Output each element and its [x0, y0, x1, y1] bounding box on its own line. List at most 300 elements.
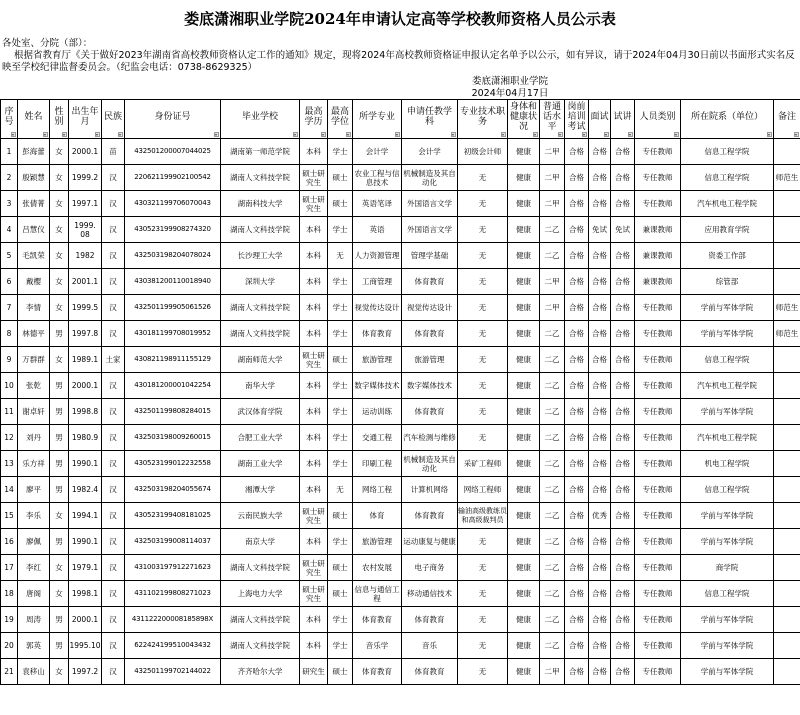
- column-header-label: 岗前培训考试: [567, 102, 586, 132]
- filter-dropdown-icon[interactable]: [628, 132, 633, 137]
- table-cell: 汉: [102, 659, 125, 685]
- table-cell: 本科: [300, 269, 328, 295]
- table-cell: 本科: [300, 451, 328, 477]
- filter-dropdown-icon[interactable]: [11, 132, 16, 137]
- table-row: [1, 347, 800, 373]
- table-cell: 健康: [508, 659, 540, 685]
- table-cell: 男: [50, 425, 69, 451]
- table-cell: 431122200008185898X: [125, 607, 221, 633]
- table-cell: 二乙: [540, 503, 565, 529]
- table-row: [1, 165, 800, 191]
- column-header: [50, 100, 69, 139]
- table-cell: 合格: [589, 243, 611, 269]
- table-cell: 吕慧仪: [18, 217, 50, 243]
- table-cell: 学前与军体学院: [681, 503, 774, 529]
- table-cell: 二乙: [540, 425, 565, 451]
- table-cell: 汉: [102, 295, 125, 321]
- table-cell: 1995.10: [69, 633, 102, 659]
- table-cell: 汉: [102, 529, 125, 555]
- table-header-row: [1, 100, 800, 139]
- table-cell: 优秀: [589, 503, 611, 529]
- table-cell: 5: [1, 243, 18, 269]
- table-cell: [774, 581, 800, 607]
- filter-dropdown-icon[interactable]: [501, 132, 506, 137]
- table-cell: 合格: [589, 321, 611, 347]
- table-cell: 视觉传达设计: [353, 295, 402, 321]
- table-cell: [774, 243, 800, 269]
- column-header: [1, 100, 18, 139]
- table-cell: 武汉体育学院: [221, 399, 300, 425]
- table-cell: 622424199510043432: [125, 633, 221, 659]
- table-cell: 信息工程学院: [681, 139, 774, 165]
- table-cell: 男: [50, 321, 69, 347]
- table-cell: 硕士研究生: [300, 581, 328, 607]
- table-cell: 二甲: [540, 295, 565, 321]
- table-cell: 2000.1: [69, 607, 102, 633]
- table-cell: 专任教师: [635, 191, 681, 217]
- table-row: [1, 399, 800, 425]
- table-cell: 谢卓轩: [18, 399, 50, 425]
- table-cell: 合格: [589, 399, 611, 425]
- table-cell: 本科: [300, 295, 328, 321]
- table-cell: 合格: [589, 633, 611, 659]
- table-cell: 合格: [589, 477, 611, 503]
- table-row: [1, 373, 800, 399]
- table-body: [1, 139, 800, 685]
- filter-dropdown-icon[interactable]: [95, 132, 100, 137]
- table-cell: 合格: [589, 581, 611, 607]
- table-cell: 二乙: [540, 451, 565, 477]
- table-cell: 1980.9: [69, 425, 102, 451]
- table-cell: 计算机网络: [402, 477, 458, 503]
- table-cell: 合格: [589, 269, 611, 295]
- table-cell: [774, 451, 800, 477]
- table-cell: 合格: [589, 191, 611, 217]
- filter-dropdown-icon[interactable]: [214, 132, 219, 137]
- table-cell: 李乐: [18, 503, 50, 529]
- table-cell: 无: [458, 529, 508, 555]
- table-cell: 合格: [589, 425, 611, 451]
- table-cell: 信息与通信工程: [353, 581, 402, 607]
- table-cell: 应用教育学院: [681, 217, 774, 243]
- filter-dropdown-icon[interactable]: [395, 132, 400, 137]
- table-cell: 周涛: [18, 607, 50, 633]
- table-cell: 合格: [565, 425, 589, 451]
- table-cell: 2001.1: [69, 269, 102, 295]
- table-cell: 合格: [565, 503, 589, 529]
- table-cell: 廖平: [18, 477, 50, 503]
- table-cell: 学士: [328, 425, 353, 451]
- table-cell: 信息工程学院: [681, 477, 774, 503]
- table-cell: 农业工程与信息技术: [353, 165, 402, 191]
- table-cell: 1999.5: [69, 295, 102, 321]
- table-cell: 学前与军体学院: [681, 295, 774, 321]
- table-row: [1, 139, 800, 165]
- table-cell: 女: [50, 217, 69, 243]
- page-title: 娄底潇湘职业学院2024年申请认定高等学校教师资格人员公示表: [184, 10, 616, 28]
- column-header-label: 所学专业: [358, 112, 395, 122]
- table-cell: 湖南人文科技学院: [221, 295, 300, 321]
- table-cell: 专任教师: [635, 321, 681, 347]
- table-cell: 女: [50, 503, 69, 529]
- table-cell: 资委工作部: [681, 243, 774, 269]
- table-cell: 云南民族大学: [221, 503, 300, 529]
- table-cell: 廖佩: [18, 529, 50, 555]
- table-cell: 汉: [102, 191, 125, 217]
- table-cell: 合格: [611, 165, 635, 191]
- table-cell: 合格: [565, 373, 589, 399]
- table-cell: 学士: [328, 399, 353, 425]
- column-header: [328, 100, 353, 139]
- table-cell: 合格: [611, 477, 635, 503]
- table-cell: 健康: [508, 633, 540, 659]
- column-header-label: 试讲: [613, 112, 632, 122]
- table-cell: 专任教师: [635, 607, 681, 633]
- column-header: [681, 100, 774, 139]
- table-cell: 体育教育: [353, 659, 402, 685]
- table-cell: 4: [1, 217, 18, 243]
- table-cell: 硕士研究生: [300, 555, 328, 581]
- table-row: [1, 295, 800, 321]
- filter-dropdown-icon[interactable]: [558, 132, 563, 137]
- table-cell: 专任教师: [635, 555, 681, 581]
- table-cell: 专任教师: [635, 451, 681, 477]
- table-row: [1, 503, 800, 529]
- table-cell: 湖南工业大学: [221, 451, 300, 477]
- table-cell: 音乐学: [353, 633, 402, 659]
- table-cell: 体育教育: [402, 607, 458, 633]
- table-cell: 本科: [300, 139, 328, 165]
- table-cell: 本科: [300, 243, 328, 269]
- table-cell: 专任教师: [635, 503, 681, 529]
- table-cell: 430523199908274320: [125, 217, 221, 243]
- table-cell: 合格: [565, 191, 589, 217]
- table-cell: 张倩菁: [18, 191, 50, 217]
- table-cell: 硕士研究生: [300, 503, 328, 529]
- table-cell: 430523199408181025: [125, 503, 221, 529]
- table-cell: 合格: [589, 347, 611, 373]
- table-cell: 健康: [508, 373, 540, 399]
- column-header: [69, 100, 102, 139]
- table-cell: 健康: [508, 139, 540, 165]
- table-cell: 二乙: [540, 243, 565, 269]
- filter-dropdown-icon[interactable]: [346, 132, 351, 137]
- table-cell: 会计学: [353, 139, 402, 165]
- table-cell: 专任教师: [635, 399, 681, 425]
- table-cell: 无: [458, 269, 508, 295]
- column-header: [18, 100, 50, 139]
- table-cell: 健康: [508, 425, 540, 451]
- table-cell: [774, 503, 800, 529]
- table-cell: 合格: [589, 165, 611, 191]
- table-cell: 本科: [300, 477, 328, 503]
- notice-body: 根据省教育厅《关于做好2023年湖南省高校教师资格认定工作的通知》规定，现将2024年高校教师资格证申报认定名单予以公示，如有异议，请于2024年04月30日前以书面形式实名反映至学校纪律监督委员会。（纪监会电话：0738-8629325）: [2, 50, 795, 73]
- table-cell: 合格: [589, 451, 611, 477]
- notice-intro: [2, 38, 798, 74]
- table-cell: 男: [50, 529, 69, 555]
- table-cell: 合格: [565, 633, 589, 659]
- table-cell: 男: [50, 607, 69, 633]
- table-cell: 3: [1, 191, 18, 217]
- table-cell: 合格: [589, 139, 611, 165]
- table-cell: 专任教师: [635, 659, 681, 685]
- filter-dropdown-icon[interactable]: [794, 132, 799, 137]
- table-cell: 无: [328, 477, 353, 503]
- table-cell: 李红: [18, 555, 50, 581]
- table-cell: 汉: [102, 633, 125, 659]
- table-cell: 健康: [508, 529, 540, 555]
- table-cell: 二乙: [540, 321, 565, 347]
- table-cell: 无: [328, 243, 353, 269]
- table-cell: 女: [50, 555, 69, 581]
- table-cell: 合格: [611, 529, 635, 555]
- column-header: [402, 100, 458, 139]
- table-cell: 健康: [508, 399, 540, 425]
- table-cell: 健康: [508, 581, 540, 607]
- table-cell: 合格: [611, 139, 635, 165]
- table-cell: 无: [458, 425, 508, 451]
- table-cell: 数字媒体技术: [353, 373, 402, 399]
- table-cell: [774, 191, 800, 217]
- table-cell: 湖南人文科技学院: [221, 321, 300, 347]
- table-row: [1, 633, 800, 659]
- table-cell: 合格: [589, 529, 611, 555]
- table-cell: 合格: [565, 295, 589, 321]
- table-cell: 健康: [508, 243, 540, 269]
- table-cell: 运动康复与健康: [402, 529, 458, 555]
- filter-dropdown-icon[interactable]: [582, 132, 587, 137]
- table-cell: [774, 373, 800, 399]
- table-cell: 合格: [589, 659, 611, 685]
- table-cell: 学士: [328, 321, 353, 347]
- table-cell: 长沙理工大学: [221, 243, 300, 269]
- table-cell: 学士: [328, 633, 353, 659]
- table-cell: 432501199702144022: [125, 659, 221, 685]
- column-header-label: 人员类别: [639, 112, 676, 122]
- table-cell: 学士: [328, 373, 353, 399]
- table-cell: 11: [1, 399, 18, 425]
- table-cell: 本科: [300, 217, 328, 243]
- table-row: [1, 321, 800, 347]
- table-cell: 合格: [565, 347, 589, 373]
- table-cell: 专任教师: [635, 633, 681, 659]
- table-cell: 汉: [102, 503, 125, 529]
- table-cell: 专任教师: [635, 581, 681, 607]
- table-cell: 二甲: [540, 659, 565, 685]
- table-cell: 健康: [508, 321, 540, 347]
- column-header-label: 出生年月: [71, 107, 99, 127]
- table-cell: 9: [1, 347, 18, 373]
- table-cell: 体育教育: [402, 399, 458, 425]
- table-cell: 合格: [611, 451, 635, 477]
- table-cell: [774, 269, 800, 295]
- table-cell: 硕士: [328, 191, 353, 217]
- table-cell: 220621199902100542: [125, 165, 221, 191]
- table-cell: 二乙: [540, 633, 565, 659]
- table-cell: [774, 425, 800, 451]
- table-cell: 汽车机电工程学院: [681, 425, 774, 451]
- table-cell: 430523199012232558: [125, 451, 221, 477]
- table-cell: 合格: [565, 451, 589, 477]
- table-cell: 湖南人文科技学院: [221, 555, 300, 581]
- table-cell: 合格: [589, 295, 611, 321]
- table-cell: 本科: [300, 425, 328, 451]
- table-cell: 汉: [102, 321, 125, 347]
- table-cell: 合格: [611, 633, 635, 659]
- table-row: [1, 607, 800, 633]
- table-cell: 432501199808284015: [125, 399, 221, 425]
- table-cell: 汉: [102, 425, 125, 451]
- table-cell: 无: [458, 659, 508, 685]
- filter-dropdown-icon[interactable]: [62, 132, 67, 137]
- table-cell: 人力资源管理: [353, 243, 402, 269]
- table-cell: 13: [1, 451, 18, 477]
- table-cell: 学士: [328, 269, 353, 295]
- table-cell: 1998.8: [69, 399, 102, 425]
- column-header: [353, 100, 402, 139]
- table-cell: 输油高级教练员和高级裁判员: [458, 503, 508, 529]
- table-cell: 会计学: [402, 139, 458, 165]
- table-cell: 女: [50, 165, 69, 191]
- table-cell: 研究生: [300, 659, 328, 685]
- table-cell: 信息工程学院: [681, 581, 774, 607]
- column-header-label: 申请任教学科: [406, 107, 452, 127]
- filter-dropdown-icon[interactable]: [767, 132, 772, 137]
- table-cell: 本科: [300, 607, 328, 633]
- table-cell: 1982.4: [69, 477, 102, 503]
- table-cell: 苗: [102, 139, 125, 165]
- table-cell: 无: [458, 633, 508, 659]
- table-row: [1, 269, 800, 295]
- table-cell: 男: [50, 451, 69, 477]
- table-cell: 南京大学: [221, 529, 300, 555]
- table-cell: 1997.8: [69, 321, 102, 347]
- table-cell: 二乙: [540, 607, 565, 633]
- table-cell: 学士: [328, 607, 353, 633]
- table-cell: 19: [1, 607, 18, 633]
- table-cell: 硕士: [328, 659, 353, 685]
- table-cell: 殷颖慧: [18, 165, 50, 191]
- table-cell: 电子商务: [402, 555, 458, 581]
- table-cell: 汽车检测与维修: [402, 425, 458, 451]
- column-header: [125, 100, 221, 139]
- table-cell: 机械制造及其自动化: [402, 165, 458, 191]
- filter-dropdown-icon[interactable]: [604, 132, 609, 137]
- table-cell: 21: [1, 659, 18, 685]
- table-cell: 专任教师: [635, 425, 681, 451]
- table-cell: 二甲: [540, 165, 565, 191]
- table-cell: 健康: [508, 451, 540, 477]
- filter-dropdown-icon[interactable]: [118, 132, 123, 137]
- table-cell: 交通工程: [353, 425, 402, 451]
- table-cell: 汉: [102, 373, 125, 399]
- signature-date: 2024年04月17日: [471, 88, 549, 99]
- table-cell: 硕士: [328, 581, 353, 607]
- table-cell: 1982: [69, 243, 102, 269]
- table-cell: 无: [458, 191, 508, 217]
- table-row: [1, 425, 800, 451]
- table-cell: 汉: [102, 165, 125, 191]
- table-cell: 女: [50, 295, 69, 321]
- table-cell: 兼课教师: [635, 243, 681, 269]
- table-cell: 二甲: [540, 191, 565, 217]
- table-cell: 汉: [102, 477, 125, 503]
- table-cell: 体育教育: [402, 659, 458, 685]
- column-header: [508, 100, 540, 139]
- filter-dropdown-icon[interactable]: [293, 132, 298, 137]
- table-cell: 432503199008114037: [125, 529, 221, 555]
- table-cell: 合格: [565, 529, 589, 555]
- table-cell: 合格: [611, 321, 635, 347]
- table-cell: 合格: [589, 607, 611, 633]
- table-cell: 汉: [102, 555, 125, 581]
- filter-dropdown-icon[interactable]: [674, 132, 679, 137]
- table-cell: 20: [1, 633, 18, 659]
- table-cell: 合格: [611, 425, 635, 451]
- table-cell: 432503198204078024: [125, 243, 221, 269]
- table-cell: 汉: [102, 581, 125, 607]
- table-cell: 1994.1: [69, 503, 102, 529]
- table-cell: 18: [1, 581, 18, 607]
- table-cell: 无: [458, 295, 508, 321]
- filter-dropdown-icon[interactable]: [533, 132, 538, 137]
- table-cell: 学士: [328, 529, 353, 555]
- table-cell: 16: [1, 529, 18, 555]
- table-cell: 合格: [565, 165, 589, 191]
- table-cell: 17: [1, 555, 18, 581]
- table-cell: 合格: [565, 399, 589, 425]
- table-cell: 430181200001042254: [125, 373, 221, 399]
- table-cell: 健康: [508, 477, 540, 503]
- table-cell: [774, 477, 800, 503]
- table-cell: 硕士研究生: [300, 347, 328, 373]
- table-cell: 合肥工业大学: [221, 425, 300, 451]
- table-cell: 专任教师: [635, 477, 681, 503]
- table-cell: 女: [50, 191, 69, 217]
- table-cell: 体育教育: [402, 503, 458, 529]
- table-row: [1, 191, 800, 217]
- table-cell: 无: [458, 321, 508, 347]
- column-header-label: 民族: [103, 112, 122, 122]
- filter-dropdown-icon[interactable]: [321, 132, 326, 137]
- table-cell: 本科: [300, 321, 328, 347]
- table-cell: 彭海蕾: [18, 139, 50, 165]
- filter-dropdown-icon[interactable]: [451, 132, 456, 137]
- table-cell: 健康: [508, 347, 540, 373]
- table-row: [1, 451, 800, 477]
- table-cell: 旅游管理: [353, 529, 402, 555]
- table-cell: 男: [50, 399, 69, 425]
- table-cell: 学士: [328, 451, 353, 477]
- table-cell: 汉: [102, 607, 125, 633]
- table-cell: 合格: [611, 659, 635, 685]
- table-cell: 健康: [508, 217, 540, 243]
- column-header-label: 专业技术职务: [459, 107, 505, 127]
- table-cell: 数字媒体技术: [402, 373, 458, 399]
- table-cell: 6: [1, 269, 18, 295]
- column-header: [611, 100, 635, 139]
- table-cell: 学前与军体学院: [681, 607, 774, 633]
- table-cell: 视觉传达设计: [402, 295, 458, 321]
- table-cell: 师范生: [774, 295, 800, 321]
- filter-dropdown-icon[interactable]: [43, 132, 48, 137]
- table-cell: 二乙: [540, 529, 565, 555]
- table-cell: 体育: [353, 503, 402, 529]
- table-cell: 体育教育: [402, 321, 458, 347]
- table-cell: 432503198204055674: [125, 477, 221, 503]
- table-cell: 1998.1: [69, 581, 102, 607]
- table-cell: 学前与军体学院: [681, 633, 774, 659]
